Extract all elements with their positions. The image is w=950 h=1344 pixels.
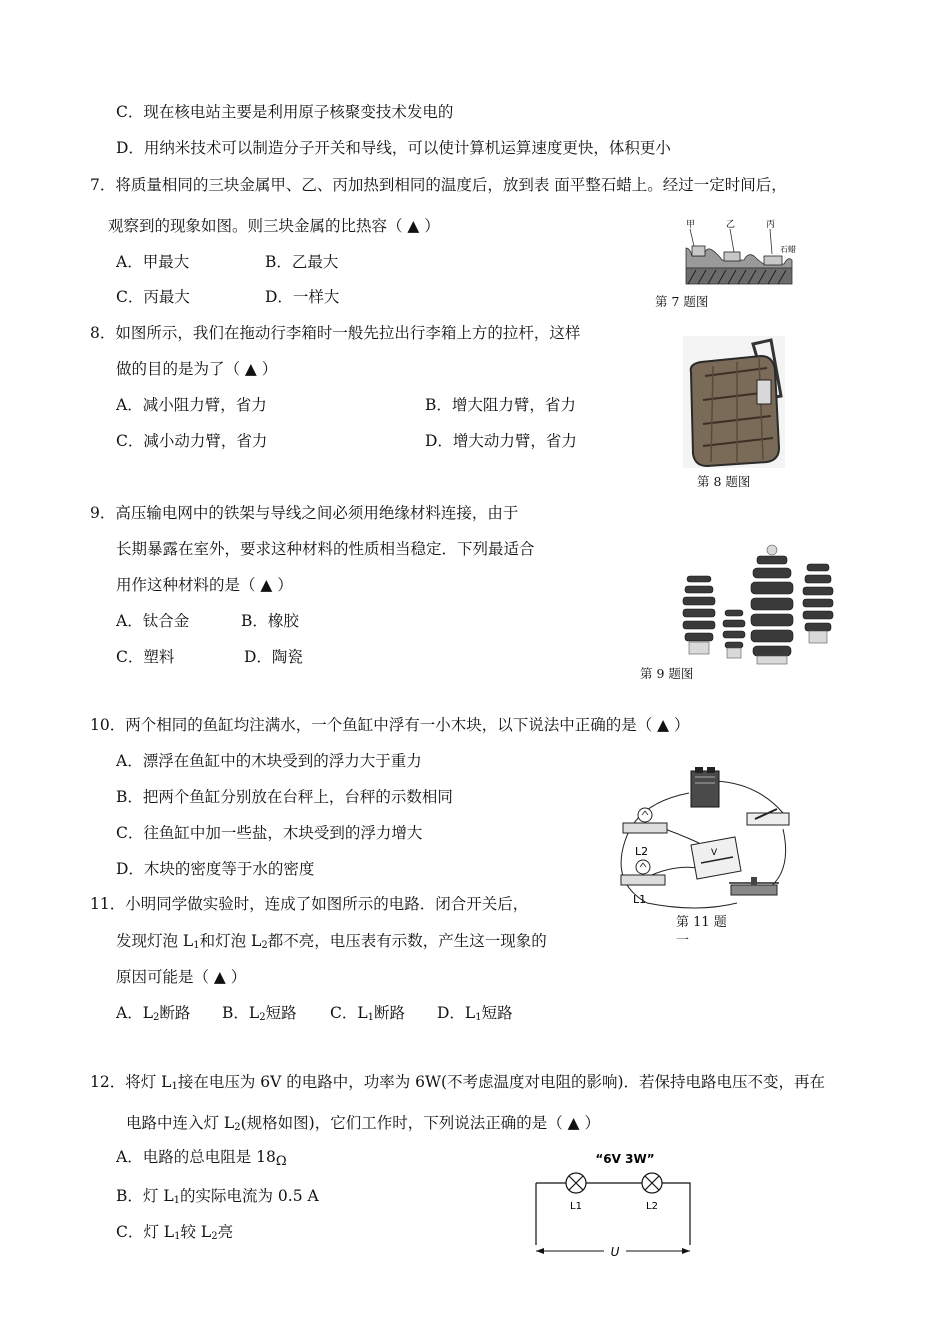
q6-option-d: D．用纳米技术可以制造分子开关和导线，可以使计算机运算速度更快，体积更小: [116, 139, 671, 157]
q8-stem-line2: 做的目的是为了（ ▲ ）: [116, 360, 278, 378]
q7-wax-figure: [680, 216, 800, 294]
q9-option-d: D．陶瓷: [244, 648, 303, 666]
q12-option-a: A．电路的总电阻是 18Ω: [116, 1148, 287, 1169]
q10-option-b: B．把两个鱼缸分别放在台秤上，台秤的示数相同: [116, 788, 453, 806]
q10-stem: 10．两个相同的鱼缸均注满水，一个鱼缸中浮有一小木块，以下说法中正确的是（ ▲ ）: [90, 716, 690, 734]
q12-label-u: U: [610, 1245, 620, 1259]
q7-option-d: D．一样大: [265, 288, 340, 306]
q12-label-l1: L1: [570, 1201, 582, 1212]
q8-option-d: D．增大动力臂，省力: [425, 432, 577, 450]
q11-stem-line1: 11．小明同学做实验时，连成了如图所示的电路．闭合开关后，: [90, 895, 529, 913]
q11-option-b: B．$L_2$短路: [222, 1004, 297, 1023]
q7-option-b: B．乙最大: [265, 253, 339, 271]
q10-option-c: C．往鱼缸中加一些盐，木块受到的浮力增大: [116, 824, 423, 842]
q12-label-l2: L2: [646, 1201, 658, 1212]
q11-stem-line3: 原因可能是（ ▲ ）: [116, 968, 247, 986]
q12-lamp-l1: [566, 1173, 586, 1193]
q9-option-c: C．塑料: [116, 648, 175, 666]
q7-stem-line2: 观察到的现象如图。则三块金属的比热容（ ▲ ）: [108, 217, 440, 235]
q12-circuit-figure: [530, 1145, 700, 1265]
q9-caption: 第 9 题图: [640, 666, 694, 681]
q7-label-jia: 甲: [686, 220, 696, 230]
q6-option-c: C．现在核电站主要是利用原子核聚变技术发电的: [116, 103, 454, 121]
q7-option-c: C．丙最大: [116, 288, 190, 306]
q8-suitcase-figure: [683, 336, 785, 468]
q8-option-a: A．减小阻力臂，省力: [116, 396, 267, 414]
q7-label-bing: 丙: [766, 220, 776, 230]
q7-caption: 第 7 题图: [655, 294, 709, 309]
q8-option-b: B．增大阻力臂，省力: [425, 396, 576, 414]
q10-option-a: A．漂浮在鱼缸中的木块受到的浮力大于重力: [116, 752, 422, 770]
q12-lamp-spec: “6V 3W”: [595, 1152, 655, 1166]
q9-option-b: B．橡胶: [241, 612, 299, 630]
q9-option-a: A．钛合金: [116, 612, 190, 630]
q12-stem-line2: 电路中连入灯 $L_2$(规格如图)，它们工作时，下列说法正确的是（ ▲ ）: [126, 1114, 600, 1133]
q12-stem-line1: 12．将灯 $L_1$接在电压为 6V 的电路中，功率为 6W(不考虑温度对电阻的影响)．若保持电路电压不变，再在: [90, 1073, 826, 1092]
q7-label-wax: 石蜡: [780, 245, 796, 254]
q11-option-a: A．$L_2$断路: [116, 1004, 191, 1023]
q11-label-l1: L1: [633, 893, 647, 906]
q11-option-c: C．$L_1$断路: [330, 1004, 406, 1023]
q9-stem-line1: 9．高压输电网中的铁架与导线之间必须用绝缘材料连接，由于: [90, 504, 519, 522]
q7-option-a: A．甲最大: [116, 253, 190, 271]
q8-caption: 第 8 题图: [697, 474, 751, 489]
q11-voltmeter-label: V: [711, 848, 718, 858]
q11-stem-line2: 发现灯泡 $L_1$和灯泡 $L_2$都不亮，电压表有示数，产生这一现象的: [116, 932, 547, 951]
q7-stem-line1: 7．将质量相同的三块金属甲、乙、丙加热到相同的温度后，放到表 面平整石蜡上。经过一定时间后，: [90, 176, 787, 194]
q12-lamp-l2: [642, 1173, 662, 1193]
q12-option-c: C．灯 $L_1$较 $L_2$亮: [116, 1223, 234, 1242]
q12-option-b: B．灯 $L_1$的实际电流为 0.5 A: [116, 1187, 319, 1206]
q11-label-l2: L2: [635, 845, 649, 858]
q8-option-c: C．减小动力臂，省力: [116, 432, 268, 450]
q11-caption: 第 11 题 一: [676, 915, 727, 948]
q9-stem-line2: 长期暴露在室外，要求这种材料的性质相当稳定．下列最适合: [116, 540, 535, 558]
q11-option-d: D．$L_1$短路: [437, 1004, 513, 1023]
q9-insulators-figure: [677, 542, 839, 666]
q9-stem-line3: 用作这种材料的是（ ▲ ）: [116, 576, 293, 594]
q11-circuit-figure: [607, 763, 797, 913]
q7-label-yi: 乙: [726, 220, 736, 230]
q10-option-d: D．木块的密度等于水的密度: [116, 860, 315, 878]
q8-stem-line1: 8．如图所示，我们在拖动行李箱时一般先拉出行李箱上方的拉杆，这样: [90, 324, 581, 342]
